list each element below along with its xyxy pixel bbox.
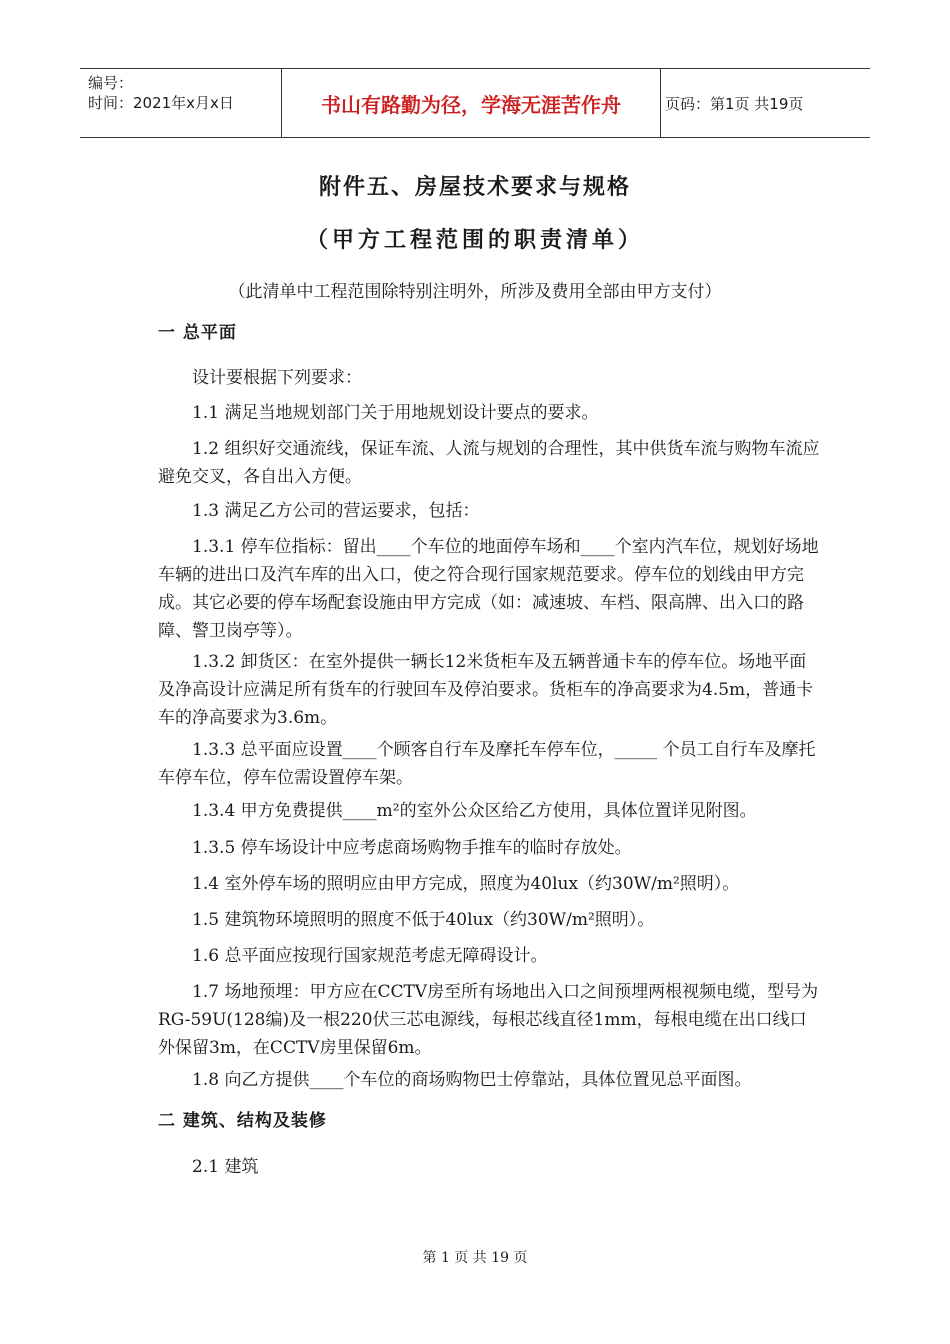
paragraph: 1.2 组织好交通流线，保证车流、人流与规划的合理性，其中供货车流与购物车流应避免交叉，各自出入方便。 — [158, 439, 820, 487]
paragraph: 1.3.2 卸货区：在室外提供一辆长12米货柜车及五辆普通卡车的停车位。场地平面及净高设计应满足所有货车的行驶回车及停泊要求。货柜车的净高要求为4.5m，普通卡车的净高要求为3.6m。 — [158, 652, 814, 728]
header-meta — [80, 69, 280, 137]
paragraph: 1.4 室外停车场的照明应由甲方完成，照度为40lux（约30W/m²照明）。 — [192, 874, 740, 894]
header-table — [80, 68, 870, 138]
section-heading-2: 二 建筑、结构及装修 — [158, 1111, 327, 1131]
header-number: 编号： — [88, 74, 134, 92]
paragraph: 设计要根据下列要求： — [192, 368, 362, 388]
header-time: 时间：2021年x月x日 — [88, 94, 234, 112]
document-subtitle: （甲方工程范围的职责清单） — [305, 227, 644, 253]
section-heading-1: 一 总平面 — [158, 323, 237, 343]
paragraph: 1.3.3 总平面应设置____个顾客自行车及摩托车停车位，_____ 个员工自行车及摩托车停车位，停车位需设置停车架。 — [158, 740, 816, 788]
header-page-info: 页码：第1页 共19页 — [665, 94, 804, 113]
paragraph: 1.6 总平面应按现行国家规范考虑无障碍设计。 — [192, 946, 548, 966]
document-note: （此清单中工程范围除特别注明外，所涉及费用全部由甲方支付） — [228, 282, 722, 302]
paragraph: 1.3 满足乙方公司的营运要求，包括： — [192, 501, 480, 521]
paragraph: 1.3.4 甲方免费提供____m²的室外公众区给乙方使用，具体位置详见附图。 — [192, 801, 757, 821]
document-title: 附件五、房屋技术要求与规格 — [318, 174, 631, 200]
paragraph: 1.1 满足当地规划部门关于用地规划设计要点的要求。 — [192, 403, 599, 423]
paragraph: 1.8 向乙方提供____个车位的商场购物巴士停靠站，具体位置见总平面图。 — [192, 1070, 752, 1090]
paragraph: 1.5 建筑物环境照明的照度不低于40lux（约30W/m²照明）。 — [192, 910, 655, 930]
paragraph: 1.7 场地预埋：甲方应在CCTV房至所有场地出入口之间预埋两根视频电缆，型号为RG-59U(128编)及一根220伏三芯电源线，每根芯线直径1mm，每根电缆在出口线口外保留3m，在CCTV房里保留6m。 — [158, 982, 819, 1058]
header-motto: 书山有路勤为径，学海无涯苦作舟 — [281, 69, 661, 137]
paragraph: 2.1 建筑 — [192, 1157, 259, 1177]
paragraph: 1.3.5 停车场设计中应考虑商场购物手推车的临时存放处。 — [192, 838, 632, 858]
page-footer: 第 1 页 共 19 页 — [422, 1250, 528, 1266]
paragraph: 1.3.1 停车位指标：留出____个车位的地面停车场和____个室内汽车位，规划好场地车辆的进出口及汽车库的出入口，使之符合现行国家规范要求。停车位的划线由甲方完成。其它必要的停车场配套设施由甲方完成（如：减速坡、车档、限高牌、出入口的路障、警卫岗亭等）。 — [158, 537, 819, 641]
